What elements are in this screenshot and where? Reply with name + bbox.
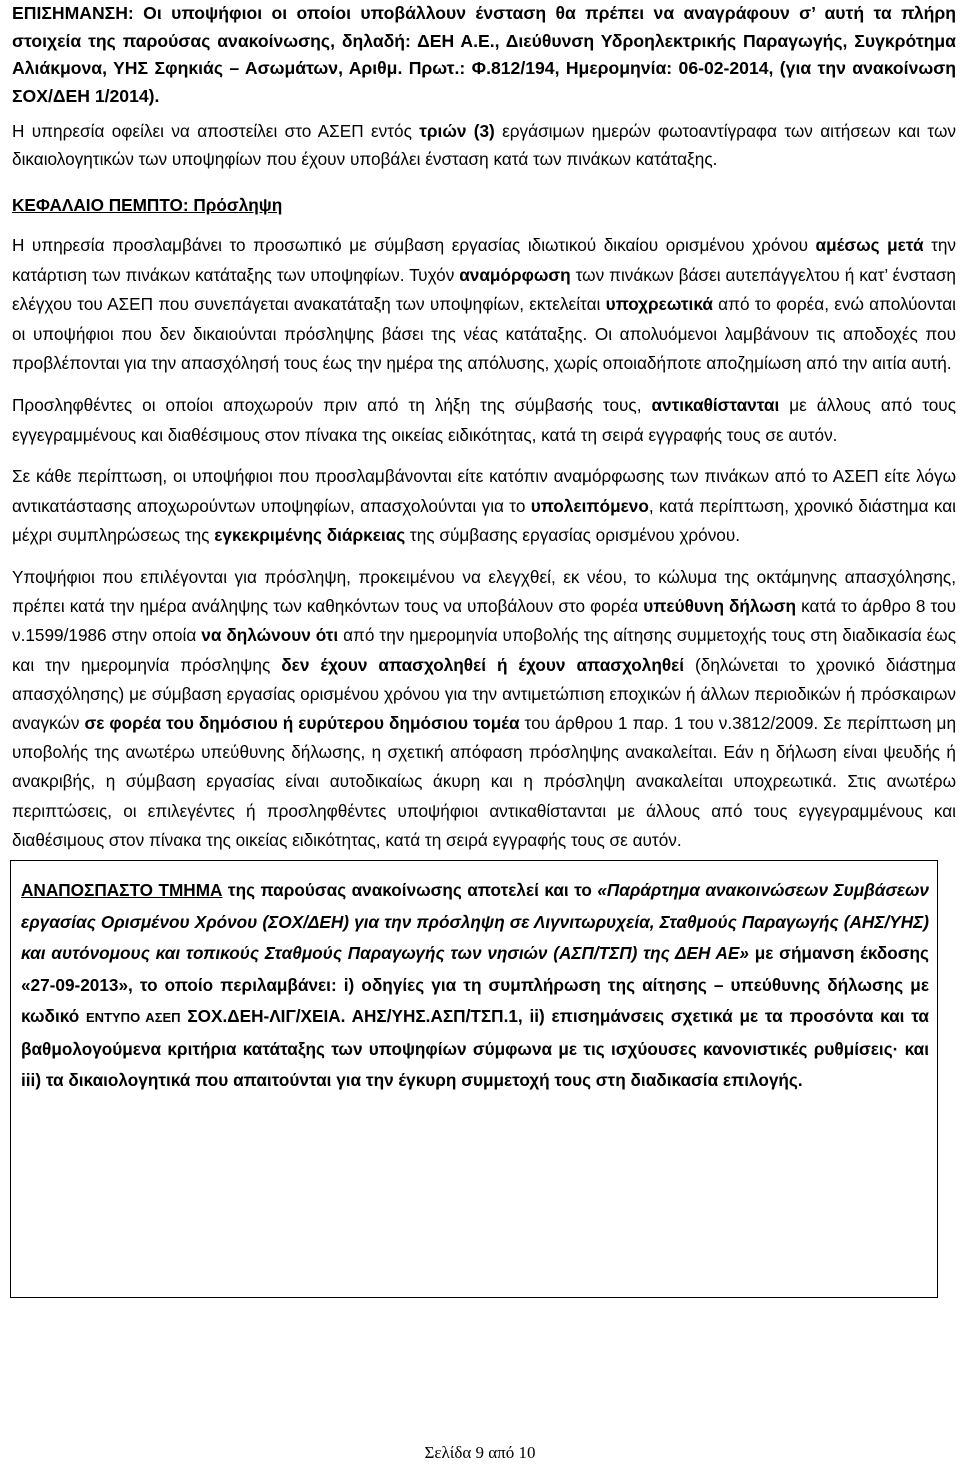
current-page-number: 9 [475, 1443, 485, 1462]
detachable-section-text: ΑΝΑΠΟΣΠΑΣΤΟ ΤΜΗΜΑ της παρούσας ανακοίνωσης αποτελεί και το «Παράρτημα ανακοινώσεων Συμβάσεων εργασίας Ορισμένου Χρόνου (ΣΟΧ/ΔΕΗ) για την πρόσληψη σε Λιγνιτωρυχεία, Σταθμούς Παραγωγής (ΑΗΣ/ΥΗΣ) και αυτόνομους και τοπικούς Σταθμούς Παραγωγής των νησιών (ΑΣΠ/ΤΣΠ) της ΔΕΗ ΑΕ» με σήμανση έκδοσης «27-09-2013», το οποίο περιλαμβάνει: i) οδηγίες για τη συμπλήρωση της αίτησης – υπεύθυνης δήλωσης με κωδικό ΕΝΤΥΠΟ ΑΣΕΠ ΣΟΧ.ΔΕΗ-ΛΙΓ/ΧΕΙΑ. ΑΗΣ/ΥΗΣ.ΑΣΠ/ΤΣΠ.1, ii) επισημάνσεις σχετικά με τα προσόντα και τα βαθμολογούμενα κριτήρια κατάταξης των υποψηφίων σύμφωνα με τις ισχύουσες κανονιστικές ρυθμίσεις· και iii) τα δικαιολογητικά που απαιτούνται για την έγκυρη συμμετοχή τους στη διαδικασία επιλογής. [21, 880, 929, 1090]
detachable-section-box [10, 860, 938, 1298]
chapter-heading: ΚΕΦΑΛΑΙΟ ΠΕΜΠΤΟ: Πρόσληψη [12, 195, 283, 215]
asep-submission-paragraph: Η υπηρεσία οφείλει να αποστείλει στο ΑΣΕΠ εντός τριών (3) εργάσιμων ημερών φωτοαντίγραφα των αιτήσεων και των δικαιολογητικών των υποψηφίων που έχουν υποβάλει ένσταση κατά των πινάκων κατάταξης. [12, 121, 956, 169]
notice-paragraph [12, 0, 956, 110]
document-page [12, 0, 956, 855]
case-paragraph: Σε κάθε περίπτωση, οι υποψήφιοι που προσλαμβάνονται είτε κατόπιν αναμόρφωσης των πινάκων από το ΑΣΕΠ είτε λόγω αντικατάστασης αποχωρούντων υποψηφίων, απασχολούνται για το υπολειπόμενο, κατά περίπτωση, χρονικό διάστημα και μέχρι συμπληρώσεως της εγκεκριμένης διάρκειας της σύμβασης εργασίας ορισμένου χρόνου. [12, 466, 956, 546]
replacement-paragraph: Προσληφθέντες οι οποίοι αποχωρούν πριν από τη λήξη της σύμβασής τους, αντικαθίστανται με άλλους από τους εγγεγραμμένους και διαθέσιμους στον πίνακα της οικείας ειδικότητας, κατά τη σειρά εγγραφής τους σε αυτόν. [12, 394, 956, 445]
hiring-paragraph: Η υπηρεσία προσλαμβάνει το προσωπικό με σύμβαση εργασίας ιδιωτικού δικαίου ορισμένου χρόνου αμέσως μετά την κατάρτιση των πινάκων κατάταξης των υποψηφίων. Τυχόν αναμόρφωση των πινάκων βάσει αυτεπάγγελτου ή κατ’ ένσταση ελέγχου του ΑΣΕΠ που συνεπάγεται ανακατάταξη των υποψηφίων, εκτελείται υποχρεωτικά από το φορέα, ενώ απολύονται οι υποψήφιοι που δεν δικαιούνται πρόσληψης βάσει της νέας κατάταξης. Οι απολυόμενοι λαμβάνουν τις αποδοχές που προβλέπονται για την απασχόλησή τους έως την ημέρα της απόλυσης, χωρίς οποιαδήποτε αποζημίωση από την αιτία αυτή. [12, 235, 957, 374]
notice-text: ΕΠΙΣΗΜΑΝΣΗ: Οι υποψήφιοι οι οποίοι υποβάλλουν ένσταση θα πρέπει να αναγράφουν σ’ αυτή τα πλήρη στοιχεία της παρούσας ανακοίνωσης, δηλαδή: ΔΕΗ Α.Ε., Διεύθυνση Υδροηλεκτρικής Παραγωγής, Συγκρότημα Αλιάκμονα, ΥΗΣ Σφηκιάς – Ασωμάτων, Αριθμ. Πρωτ.: Φ.812/194, Ημερομηνία: 06-02-2014, (για την ανακοίνωση ΣΟΧ/ΔΕΗ 1/2014). [12, 3, 956, 106]
total-pages: 10 [518, 1443, 536, 1462]
page-footer: Σελίδα 9 από 10 [424, 1443, 536, 1462]
declaration-paragraph: Υποψήφιοι που επιλέγονται για πρόσληψη, προκειμένου να ελεγχθεί, εκ νέου, το κώλυμα της οκτάμηνης απασχόλησης, πρέπει κατά την ημέρα ανάληψης των καθηκόντων τους να υποβάλουν στο φορέα υπεύθυνη δήλωση κατά το άρθρο 8 του ν.1599/1986 στην οποία να δηλώνουν ότι από την ημερομηνία υποβολής της αίτησης συμμετοχής τους στη διαδικασία έως και την ημερομηνία πρόσληψης δεν έχουν απασχοληθεί ή έχουν απασχοληθεί (δηλώνεται το χρονικό διάστημα απασχόλησης) με σύμβαση εργασίας ορισμένου χρόνου για την αντιμετώπιση εποχικών ή άλλων περιοδικών ή πρόσκαιρων αναγκών σε φορέα του δημόσιου ή ευρύτερου δημόσιου τομέα του άρθρου 1 παρ. 1 του ν.3812/2009. Σε περίπτωση μη υποβολής της ανωτέρω υπεύθυνης δήλωσης, η σχετική απόφαση πρόσληψης ανακαλείται. Εάν η δήλωση είναι ψευδής ή ανακριβής, η σύμβαση εργασίας είναι αυτοδικαίως άκυρη και η πρόσληψη ανακαλείται υποχρεωτικά. Στις ανωτέρω περιπτώσεις, οι επιλεγέντες ή προσληφθέντες υποψήφιοι αντικαθίστανται με άλλους από τους εγγεγραμμένους και διαθέσιμους στον πίνακα της οικείας ειδικότητας, κατά τη σειρά εγγραφής τους σε αυτόν. [12, 566, 957, 850]
